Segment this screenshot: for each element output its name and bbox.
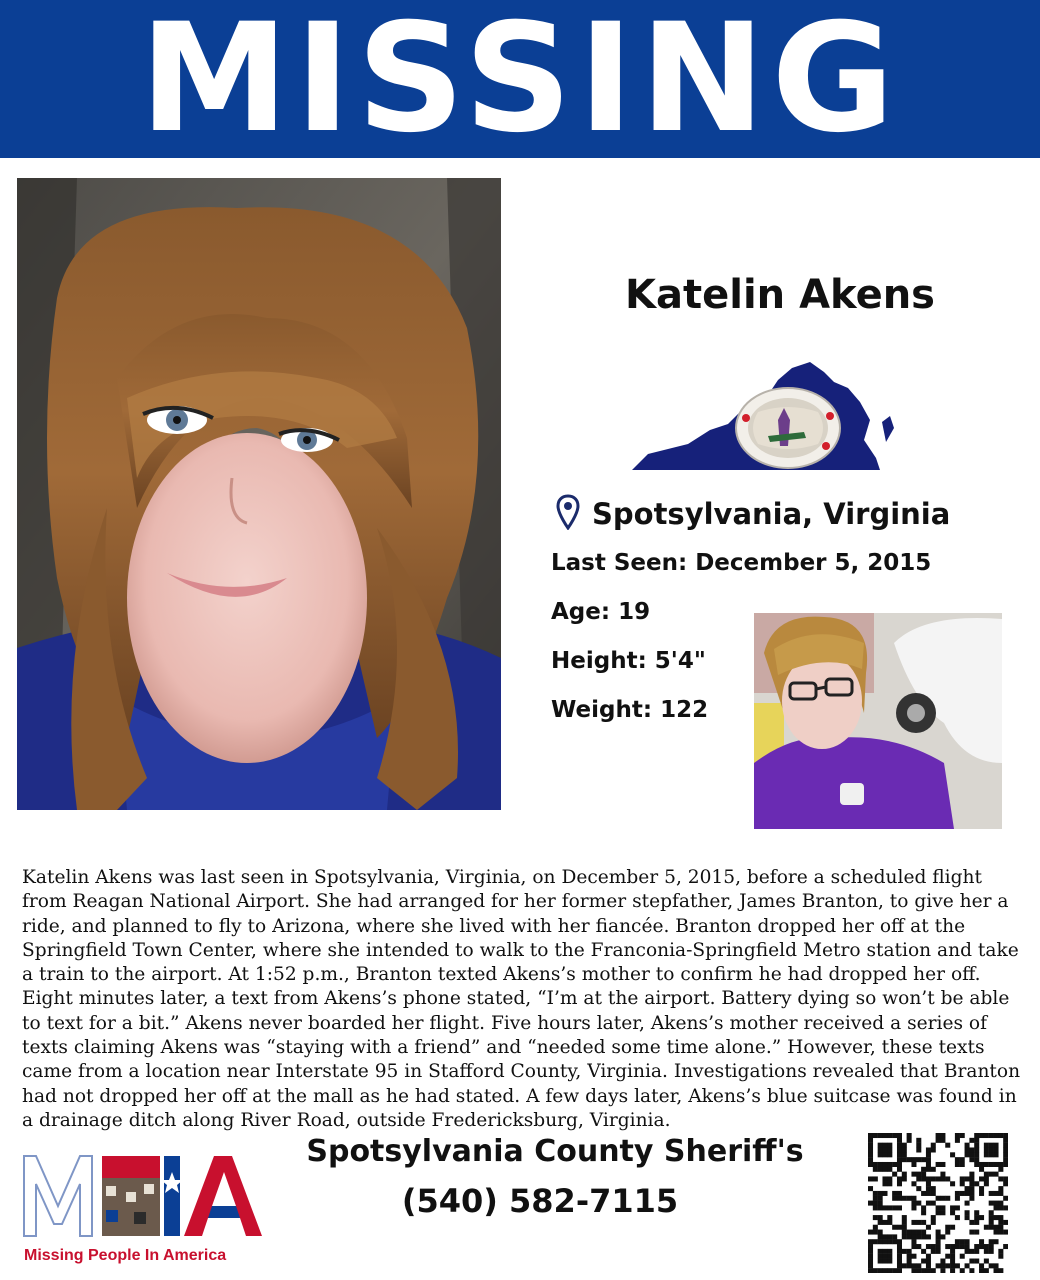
last-seen-text: Last Seen: December 5, 2015 [551, 550, 932, 576]
weight-text: Weight: 122 [551, 697, 709, 723]
height-text: Height: 5'4" [551, 648, 706, 674]
virginia-state-icon [628, 358, 896, 476]
missing-person-name: Katelin Akens [625, 272, 935, 318]
age-text: Age: 19 [551, 599, 651, 625]
case-description: Katelin Akens was last seen in Spotsylvania, Virginia, on December 5, 2015, before a scheduled flight from Reagan National Airport. She had arranged for her former stepfather, James Branton, to give her a ride, and planned to fly to Arizona, where she lived with her fiancée. Branton dropped her off at the Springfield Town Center, where she intended to walk to the Franconia-Springfield Metro station and take a train to the airport. At 1:52 p.m., Branton texted Akens’s mother to confirm he had dropped her off. Eight minutes later, a text from Akens’s phone stated, “I’m at the airport. Battery dying so won’t be able to text for a bit.” Akens never boarded her flight. Five hours later, Akens’s mother received a series of texts claiming Akens was “staying with a friend” and “needed some time alone.” However, these texts came from a location near Interstate 95 in Stafford County, Virginia. Investigations revealed that Branton had not dropped her off at the mall as he had stated. A few days later, Akens’s blue suitcase was found in a drainage ditch along River Road, outside Fredericksburg, Virginia. [22, 867, 1021, 1131]
map-pin-icon [556, 494, 580, 534]
agency-name: Spotsylvania County Sheriff's [306, 1134, 804, 1169]
location-text: Spotsylvania, Virginia [592, 497, 951, 531]
agency-phone: (540) 582-7115 [401, 1182, 679, 1220]
mpia-logo [22, 1152, 272, 1270]
location-line [556, 494, 950, 534]
secondary-photo [754, 613, 1002, 829]
banner-title: MISSING [139, 0, 901, 166]
missing-banner [0, 0, 1040, 166]
qr-code-icon[interactable] [868, 1133, 1008, 1273]
main-photo [17, 178, 501, 810]
logo-caption: Missing People In America [24, 1247, 227, 1264]
